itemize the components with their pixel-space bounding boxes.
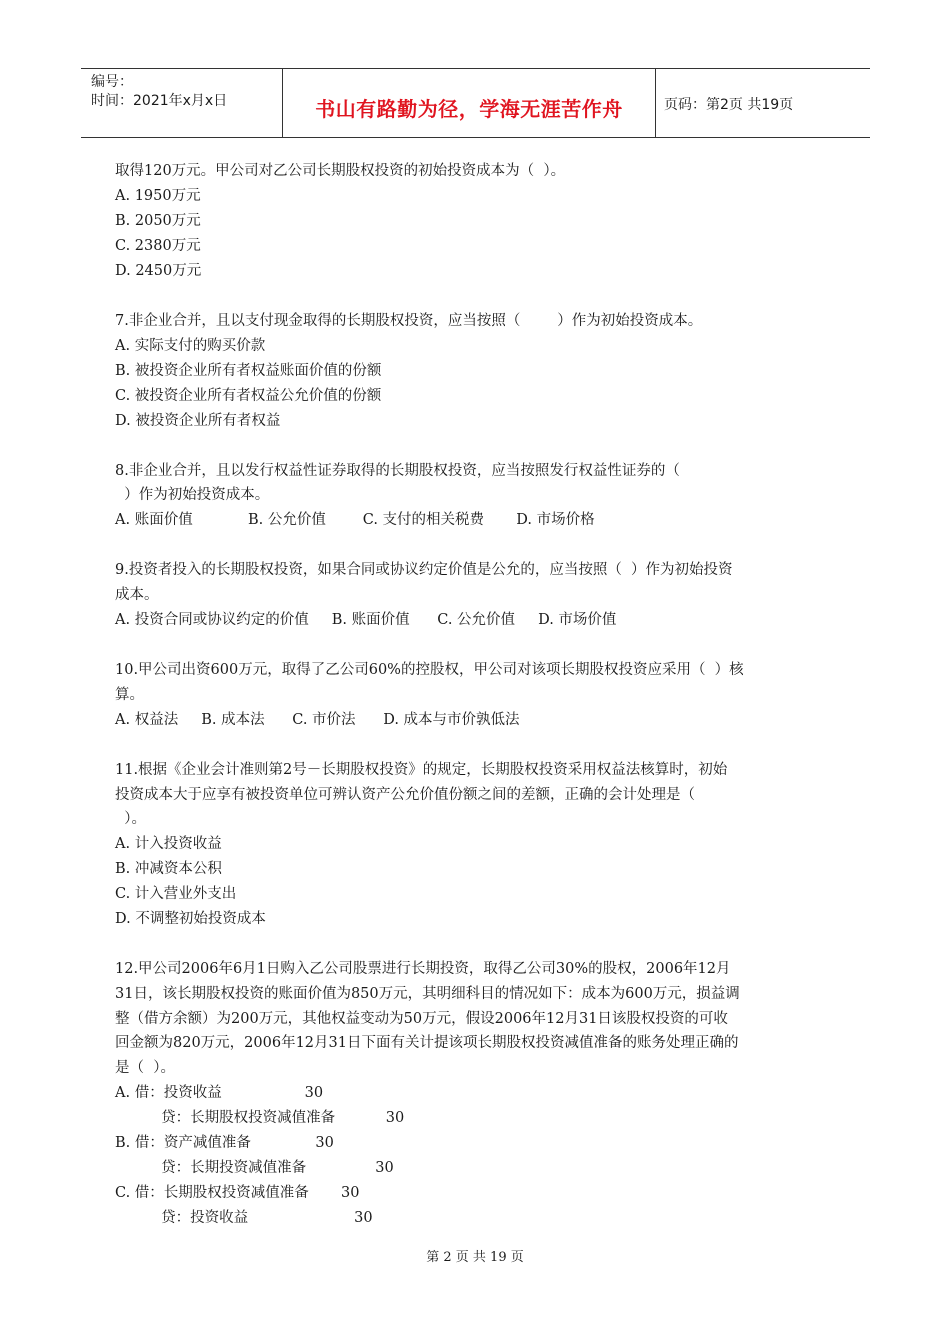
journal-entry-line: 贷：长期投资减值准备 30 <box>115 1160 394 1176</box>
document-date: 时间：2021年x月x日 <box>91 93 228 109</box>
question-9-text-cont: 成本。 <box>115 587 159 603</box>
question-11-text-cont: ）。 <box>115 811 146 827</box>
question-8-text: 8.非企业合并，且以发行权益性证券取得的长期股权投资，应当按照发行权益性证券的（ <box>115 463 680 479</box>
question-10-text: 10.甲公司出资600万元，取得了乙公司60%的控股权，甲公司对该项长期股权投资应采用（ ）核 <box>115 662 744 678</box>
journal-entry-line: 贷：长期股权投资减值准备 30 <box>115 1110 405 1126</box>
header-page-cell <box>656 69 870 137</box>
journal-entry-line: 贷：投资收益 30 <box>115 1210 373 1226</box>
question-9-text: 9.投资者投入的长期股权投资，如果合同或协议约定价值是公允的，应当按照（ ）作为初始投资 <box>115 562 733 578</box>
question-11-text-cont: 投资成本大于应享有被投资单位可辨认资产公允价值份额之间的差额，正确的会计处理是（ <box>115 787 695 803</box>
option-line: A. 计入投资收益 <box>115 836 222 852</box>
option-line: B. 借：资产减值准备 30 <box>115 1135 334 1151</box>
option-line: C. 借：长期股权投资减值准备 30 <box>115 1185 360 1201</box>
question-10-text-cont: 算。 <box>115 687 144 703</box>
document-id-label: 编号： <box>91 74 133 90</box>
option-line: C. 计入营业外支出 <box>115 886 237 902</box>
header-motto: 书山有路勤为径，学海无涯苦作舟 <box>315 97 623 121</box>
question-text-line: 取得120万元。甲公司对乙公司长期股权投资的初始投资成本为（ ）。 <box>115 163 566 179</box>
header-motto-cell <box>283 69 656 137</box>
option-line: B. 冲减资本公积 <box>115 861 222 877</box>
option-line: A. 投资合同或协议约定的价值 B. 账面价值 C. 公允价值 D. 市场价值 <box>115 612 617 628</box>
option-line: A. 实际支付的购买价款 <box>115 338 266 354</box>
question-11-text: 11.根据《企业会计准则第2号－长期股权投资》的规定，长期股权投资采用权益法核算时，初始 <box>115 762 728 778</box>
option-line: A. 权益法 B. 成本法 C. 市价法 D. 成本与市价孰低法 <box>115 712 520 728</box>
header-page-number: 页码：第2页 共19页 <box>664 97 794 113</box>
question-12-text-cont: 回金额为820万元，2006年12月31日下面有关计提该项长期股权投资减值准备的账务处理正确的 <box>115 1035 739 1051</box>
question-12-text-cont: 是（ ）。 <box>115 1060 175 1076</box>
option-line: B. 被投资企业所有者权益账面价值的份额 <box>115 363 382 379</box>
header-meta-cell <box>81 69 283 137</box>
question-12-text-cont: 31日，该长期股权投资的账面价值为850万元，其明细科目的情况如下：成本为600万元，损益调 <box>115 986 740 1002</box>
question-12-text: 12.甲公司2006年6月1日购入乙公司股票进行长期投资，取得乙公司30%的股权，2006年12月 <box>115 961 731 977</box>
option-line: A. 借：投资收益 30 <box>115 1085 324 1101</box>
option-line: C. 被投资企业所有者权益公允价值的份额 <box>115 388 382 404</box>
option-line: D. 不调整初始投资成本 <box>115 911 266 927</box>
page-header <box>81 68 870 138</box>
page-footer: 第 2 页 共 19 页 <box>426 1250 524 1265</box>
question-8-text-cont: ）作为初始投资成本。 <box>115 487 270 503</box>
option-line: A. 1950万元 <box>115 188 201 204</box>
option-line: D. 被投资企业所有者权益 <box>115 413 281 429</box>
option-line: C. 2380万元 <box>115 238 201 254</box>
option-line: D. 2450万元 <box>115 263 202 279</box>
option-line: A. 账面价值 B. 公允价值 C. 支付的相关税费 D. 市场价格 <box>115 512 595 528</box>
question-12-text-cont: 整（借方余额）为200万元，其他权益变动为50万元，假设2006年12月31日该股权投资的可收 <box>115 1011 728 1027</box>
question-7-text: 7.非企业合并，且以支付现金取得的长期股权投资，应当按照（ ）作为初始投资成本。 <box>115 313 703 329</box>
option-line: B. 2050万元 <box>115 213 201 229</box>
